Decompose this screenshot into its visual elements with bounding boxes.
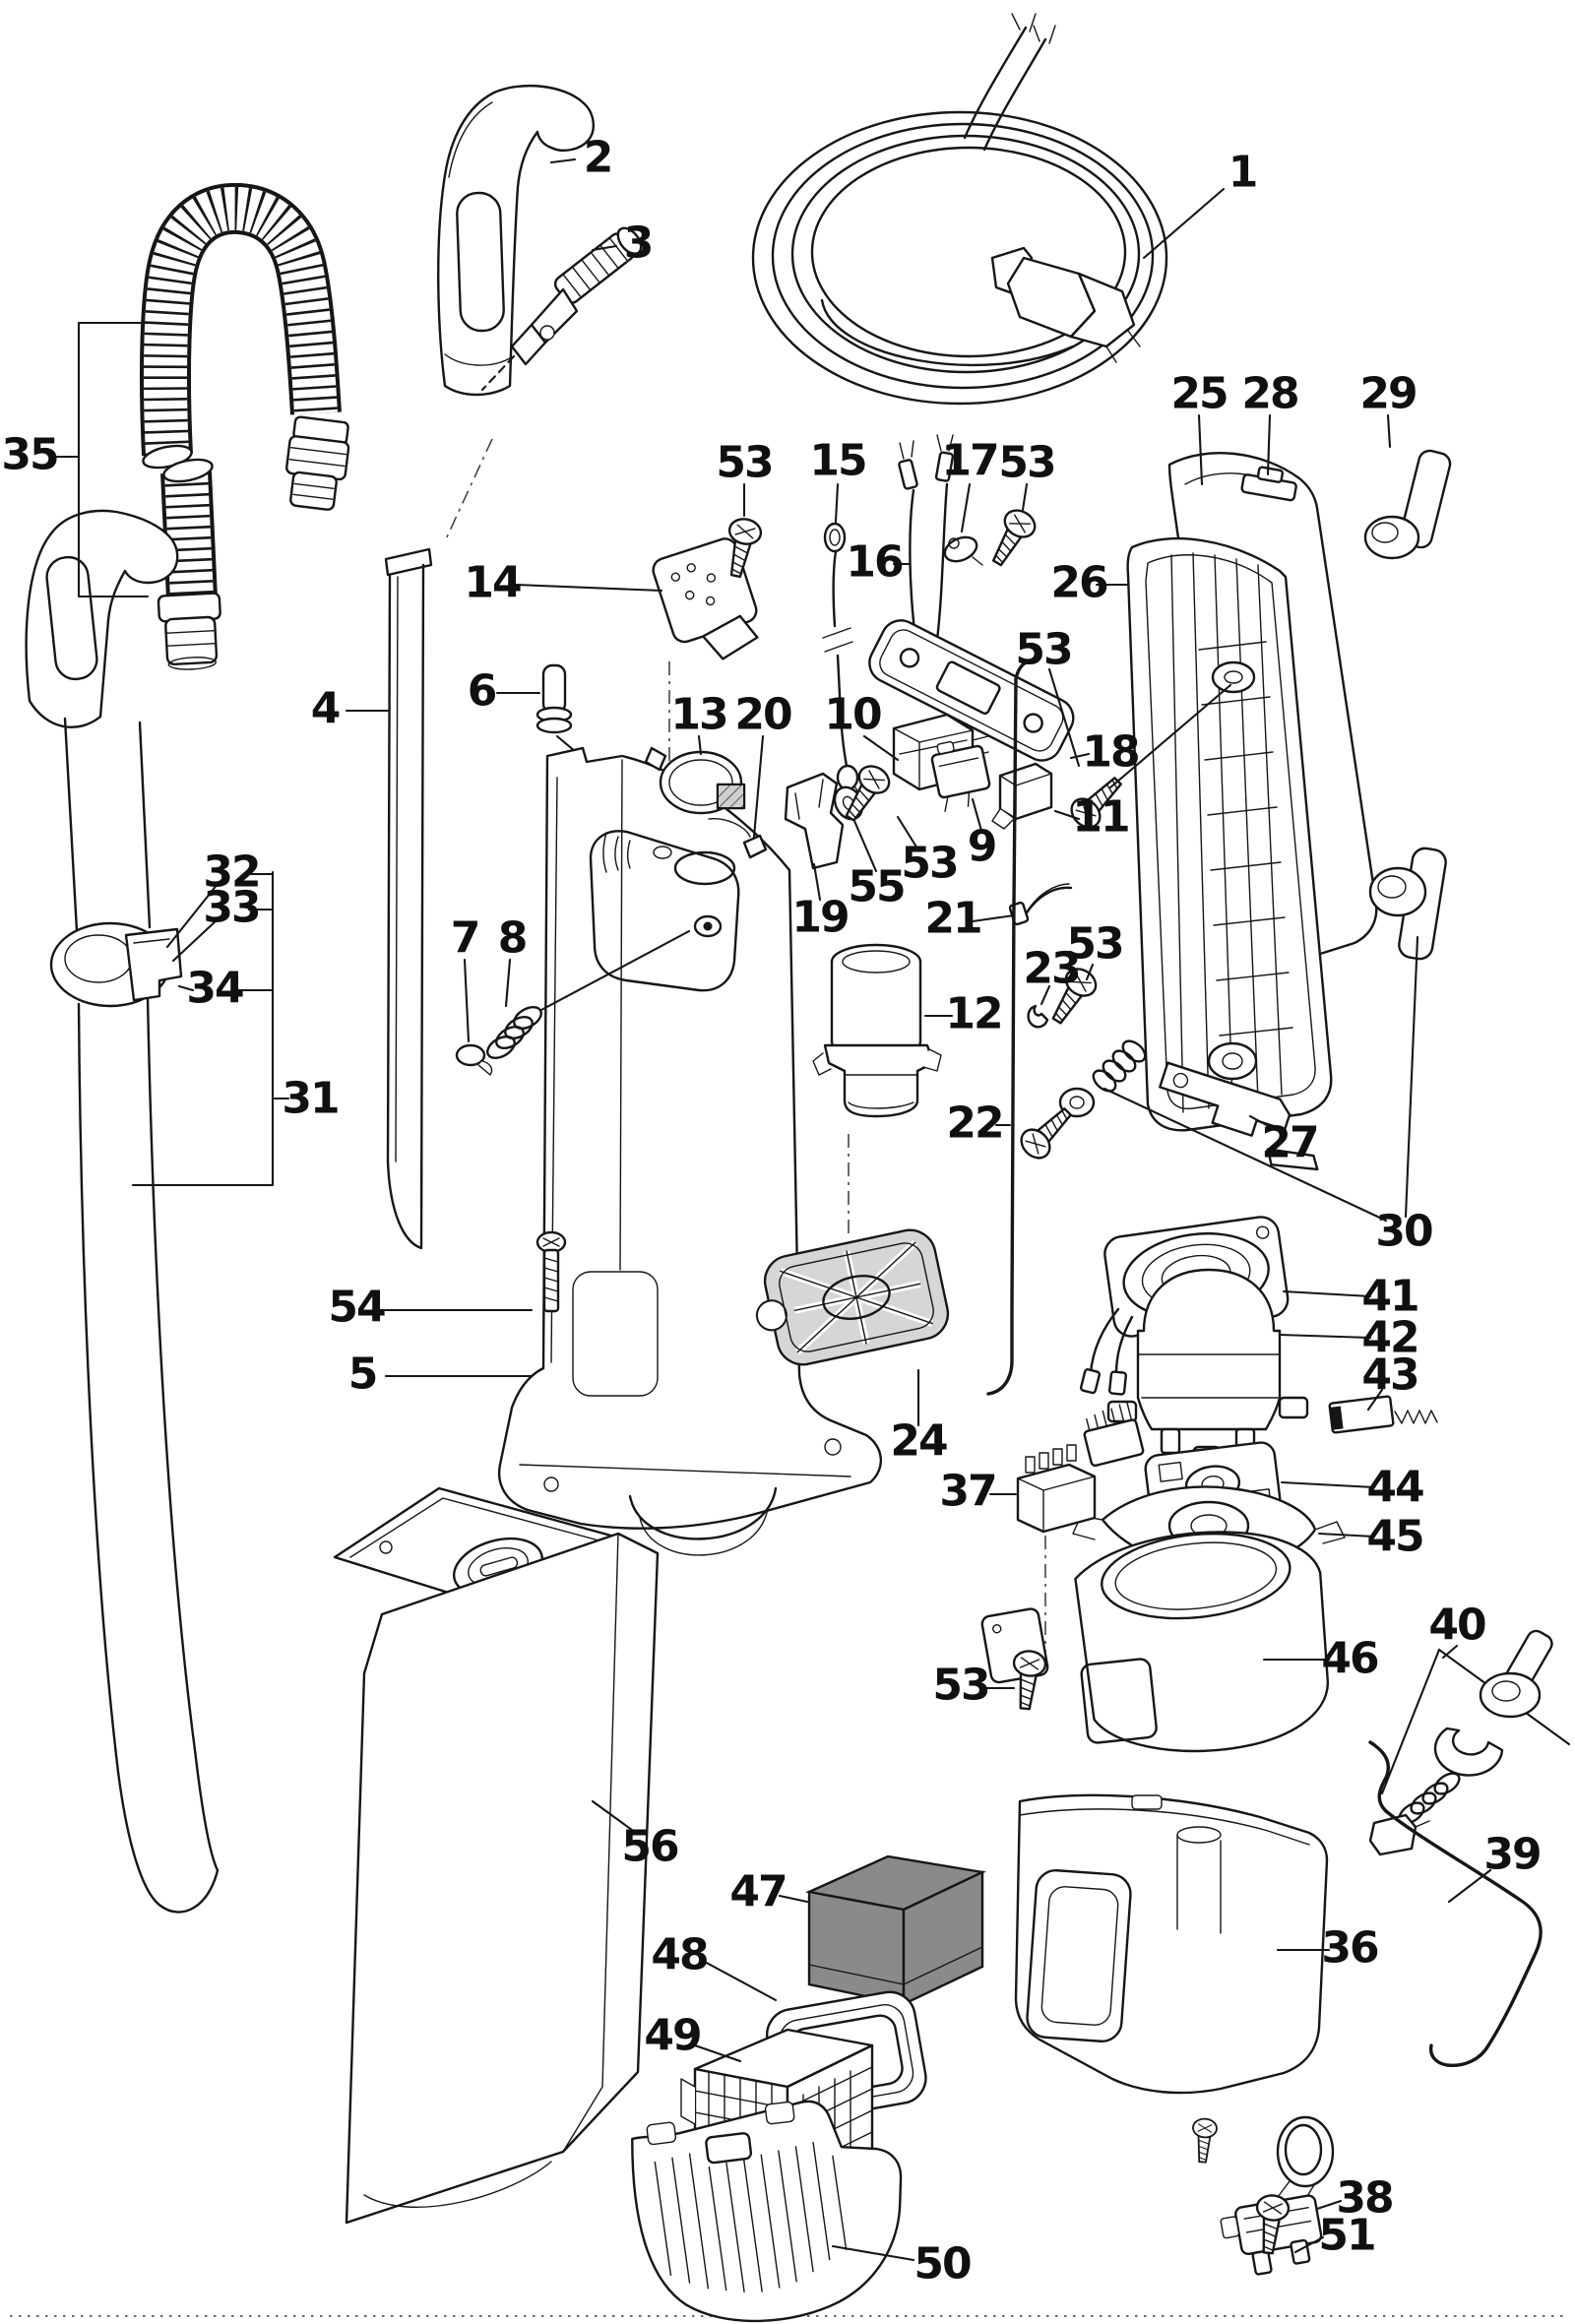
callout-15-14: 15	[809, 435, 866, 486]
part-clip-23	[1029, 1006, 1047, 1027]
callout-17-16: 17	[941, 435, 998, 486]
callout-29-28: 29	[1359, 368, 1417, 419]
part-mounting-plate-14	[651, 535, 769, 671]
callout-38-37: 38	[1336, 2172, 1393, 2224]
part-dust-bag-56	[335, 1488, 658, 2223]
part-latch-lever-19	[786, 774, 843, 868]
callout-40-39: 40	[1428, 1600, 1485, 1651]
callout-45-44: 45	[1366, 1511, 1423, 1562]
callout-25-24: 25	[1170, 368, 1228, 419]
callout-36-35: 36	[1321, 1922, 1378, 1974]
callout-13-12: 13	[670, 689, 727, 740]
callout-27-26: 27	[1261, 1117, 1318, 1168]
latch-collar-32-33-34	[51, 923, 181, 1006]
part-wire-lever-39	[1370, 1742, 1541, 2065]
callout-3-2: 3	[623, 218, 653, 269]
callout-7-6: 7	[450, 912, 479, 964]
callout-6-5: 6	[467, 665, 496, 717]
callout-30-29: 30	[1375, 1206, 1432, 1257]
screw-53-b	[983, 505, 1040, 571]
callout-37-36: 37	[939, 1466, 996, 1517]
callout-23-22: 23	[1023, 943, 1080, 994]
callout-41-40: 41	[1361, 1271, 1418, 1322]
hose-cuff-bottom	[158, 593, 223, 670]
part-wand-tube-4	[386, 549, 431, 1248]
callout-8-7: 8	[497, 912, 527, 964]
callout-54-57: 54	[328, 1282, 385, 1333]
callout-53-52: 53	[998, 437, 1055, 488]
callout-26-25: 26	[1050, 557, 1107, 608]
part-dust-bin-36	[1016, 1795, 1327, 2093]
callout-28-27: 28	[1241, 368, 1298, 419]
part-foam-filter-47	[809, 1856, 982, 2004]
callout-9-8: 9	[967, 821, 996, 872]
callout-32-31: 32	[203, 847, 260, 898]
part-bumper-grommet-30	[1370, 847, 1448, 961]
callout-5-4: 5	[347, 1349, 377, 1400]
part-bag-dock-46	[981, 1521, 1338, 1764]
callout-39-38: 39	[1483, 1829, 1541, 1880]
callout-31-30: 31	[282, 1073, 339, 1124]
part-bracket-11	[992, 764, 1051, 829]
callout-43-42: 43	[1361, 1350, 1418, 1401]
callout-51-50: 51	[1318, 2210, 1375, 2261]
callout-22-21: 22	[946, 1098, 1003, 1149]
part-power-cord-1	[753, 14, 1166, 404]
callout-53-55: 53	[1066, 918, 1123, 970]
callout-1-0: 1	[1228, 147, 1257, 198]
callout-4-3: 4	[310, 683, 340, 734]
hose-cuff-top	[283, 416, 352, 512]
callout-2-1: 2	[583, 132, 612, 183]
part-carbon-brush-43	[1329, 1396, 1437, 1432]
callout-56-59: 56	[621, 1821, 678, 1872]
part-terminal-17	[941, 533, 982, 566]
part-button-7	[457, 1045, 492, 1075]
callout-12-11: 12	[945, 988, 1002, 1039]
callout-50-49: 50	[914, 2238, 971, 2290]
callout-48-47: 48	[651, 1929, 708, 1980]
plug	[992, 248, 1140, 362]
callout-10-9: 10	[824, 689, 881, 740]
part-lower-wand-assembly-31	[27, 511, 218, 1913]
callout-53-56: 53	[932, 1660, 989, 1711]
callout-19-18: 19	[791, 892, 849, 943]
callout-55-58: 55	[848, 861, 905, 912]
callout-44-43: 44	[1366, 1462, 1423, 1513]
part-spring-clip-21	[1009, 884, 1071, 925]
callout-33-32: 33	[203, 882, 260, 933]
part-duct-12	[813, 945, 941, 1116]
part-latch-knob-29	[1365, 449, 1452, 558]
callout-42-41: 42	[1361, 1312, 1418, 1363]
callout-21-20: 21	[924, 893, 981, 944]
callout-53-53: 53	[1015, 624, 1072, 675]
callout-11-10: 11	[1072, 791, 1129, 843]
screw-small	[1191, 2118, 1218, 2163]
callout-53-51: 53	[716, 437, 773, 488]
callout-35-34: 35	[1, 429, 58, 480]
callout-53-54: 53	[901, 838, 958, 889]
callout-46-45: 46	[1321, 1633, 1378, 1684]
part-hose-35	[141, 209, 351, 671]
callout-34-33: 34	[186, 963, 243, 1014]
callout-47-46: 47	[729, 1866, 787, 1917]
part-main-body-5	[499, 748, 881, 1555]
callout-49-48: 49	[644, 2010, 701, 2061]
callout-20-19: 20	[734, 689, 791, 740]
callout-16-15: 16	[846, 536, 903, 588]
callout-24-23: 24	[890, 1415, 947, 1467]
callout-14-13: 14	[464, 557, 521, 608]
callout-18-17: 18	[1082, 726, 1139, 778]
